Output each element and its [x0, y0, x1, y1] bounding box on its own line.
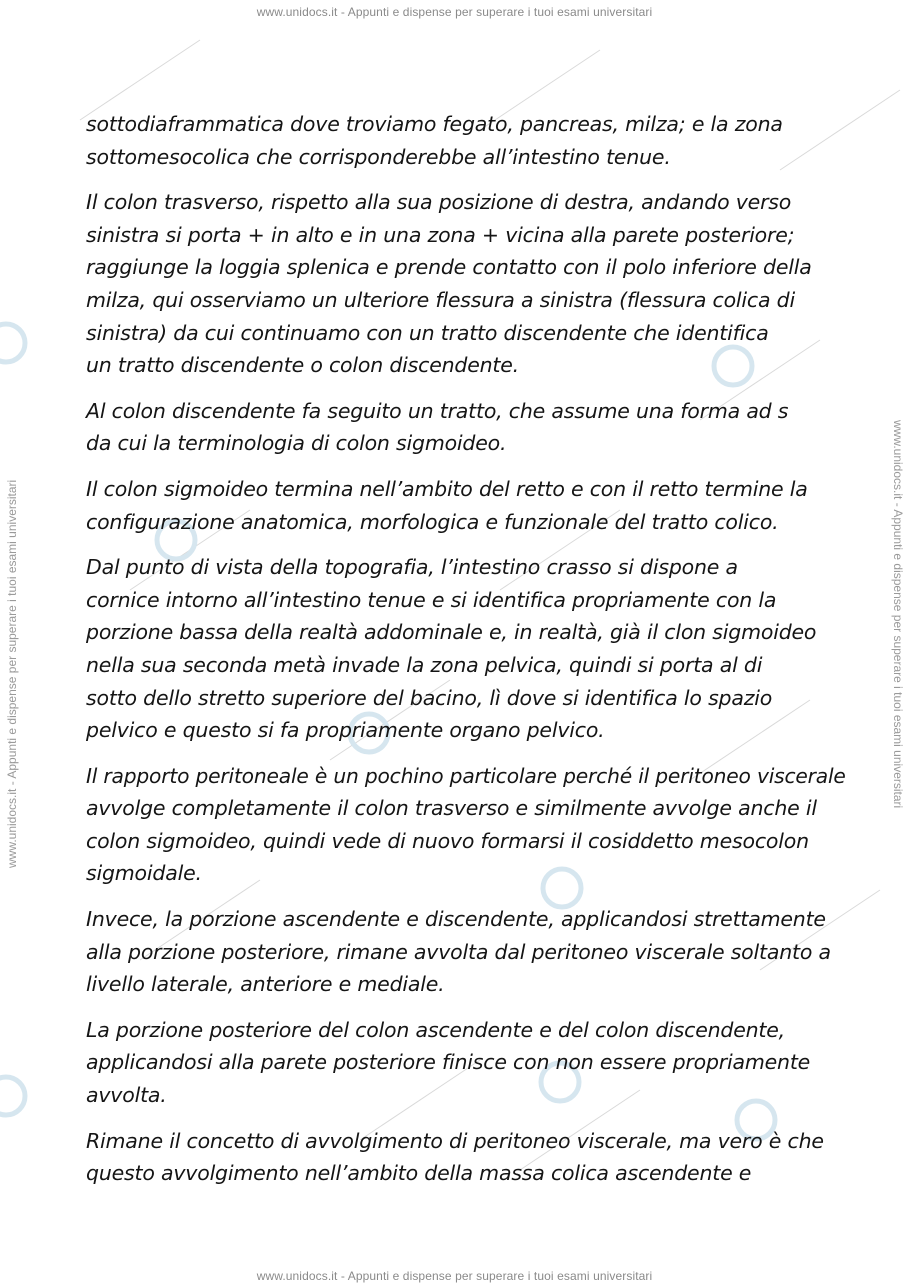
text-line: sinistra si porta + in alto e in una zona + vicina alla parete posteriore; [86, 222, 795, 247]
text-line: Il rapporto peritoneale è un pochino particolare perché il peritoneo viscerale [86, 763, 846, 788]
paragraph [86, 108, 846, 173]
text-line: colon sigmoideo, quindi vede di nuovo formarsi il cosiddetto mesocolon [86, 828, 809, 853]
text-line: Rimane il concetto di avvolgimento di peritoneo viscerale, ma vero è che [86, 1128, 824, 1153]
text-line: livello laterale, anteriore e mediale. [86, 972, 445, 997]
paragraph [86, 1125, 846, 1190]
text-line: La porzione posteriore del colon ascendente e del colon discendente, [86, 1017, 785, 1042]
paragraph [86, 473, 846, 538]
text-line: sottomesocolica che corrisponderebbe all’intestino tenue. [86, 144, 671, 169]
text-line: da cui la terminologia di colon sigmoideo. [86, 431, 507, 456]
text-line: applicandosi alla parete posteriore finisce con non essere propriamente [86, 1050, 811, 1075]
text-line: Dal punto di vista della topografia, l’intestino crasso si dispone a [86, 555, 738, 580]
watermark-banner-left: www.unidocs.it - Appunti e dispense per superare i tuoi esami universitari [5, 479, 19, 868]
paragraph [86, 186, 846, 382]
text-line: pelvico e questo si fa propriamente organo pelvico. [86, 718, 605, 743]
watermark-banner-right: www.unidocs.it - Appunti e dispense per superare i tuoi esami universitari [891, 420, 905, 809]
text-line: alla porzione posteriore, rimane avvolta dal peritoneo viscerale soltanto a [86, 939, 831, 964]
text-line: Invece, la porzione ascendente e discendente, applicandosi strettamente [86, 907, 826, 932]
text-line: raggiunge la loggia splenica e prende contatto con il polo inferiore della [86, 255, 812, 280]
text-line: avvolta. [86, 1083, 167, 1108]
document-body [86, 108, 846, 1203]
paragraph [86, 551, 846, 747]
text-line: sinistra) da cui continuamo con un tratto discendente che identifica [86, 320, 769, 345]
paragraph [86, 903, 846, 1001]
text-line: Il colon sigmoideo termina nell’ambito del retto e con il retto termine la [86, 476, 808, 501]
text-line: sotto dello stretto superiore del bacino, lì dove si identifica lo spazio [86, 685, 773, 710]
watermark-banner-bottom: www.unidocs.it - Appunti e dispense per superare i tuoi esami universitari [256, 1269, 653, 1283]
text-line: sottodiaframmatica dove troviamo fegato, pancreas, milza; e la zona [86, 112, 783, 136]
text-line: cornice intorno all’intestino tenue e si identifica propriamente con la [86, 587, 777, 612]
text-line: questo avvolgimento nell’ambito della massa colica ascendente e [86, 1161, 752, 1186]
text-line: avvolge completamente il colon trasverso e similmente avvolge anche il [86, 796, 817, 821]
paragraph [86, 760, 846, 890]
text-line: Il colon trasverso, rispetto alla sua posizione di destra, andando verso [86, 190, 792, 215]
text-line: milza, qui osserviamo un ulteriore flessura a sinistra (flessura colica di [86, 287, 795, 312]
text-line: sigmoidale. [86, 861, 202, 886]
text-line: Al colon discendente fa seguito un tratto, che assume una forma ad s [86, 398, 789, 423]
text-line: porzione bassa della realtà addominale e, in realtà, già il clon sigmoideo [86, 620, 817, 645]
paragraph [86, 395, 846, 460]
text-line: configurazione anatomica, morfologica e funzionale del tratto colico. [86, 509, 779, 534]
watermark-banner-top: www.unidocs.it - Appunti e dispense per superare i tuoi esami universitari [256, 5, 653, 19]
text-line: nella sua seconda metà invade la zona pelvica, quindi si porta al di [86, 652, 763, 677]
paragraph [86, 1014, 846, 1112]
text-line: un tratto discendente o colon discendente. [86, 353, 519, 378]
